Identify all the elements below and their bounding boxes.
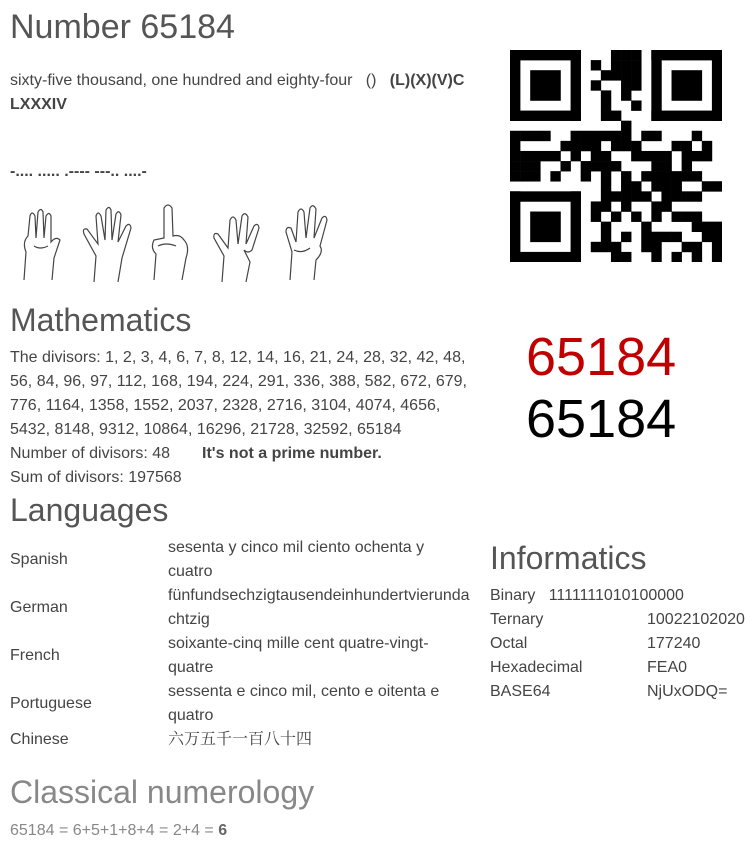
translation-line: cuatro: [168, 563, 213, 580]
informatics-label: BASE64: [490, 683, 551, 700]
translation-line: quatro: [168, 707, 214, 724]
binary-row: [490, 584, 684, 608]
language-translation: [168, 584, 478, 632]
language-translation: [168, 680, 478, 728]
hand-sign-six-icon: [14, 202, 64, 282]
number-display-black: 65184: [526, 389, 677, 449]
translation-line: chtzig: [168, 611, 210, 628]
number-display-red: 65184: [526, 327, 677, 387]
divisors-line: 776, 1164, 1358, 1552, 2037, 2328, 2716, 3104, 4074, 4656,: [10, 397, 441, 414]
informatics-label: Ternary: [490, 611, 544, 628]
language-name: Portuguese: [10, 695, 92, 712]
translation-line: 六万五千一百八十四: [168, 731, 313, 748]
number-of-divisors: Number of divisors: 48: [10, 445, 171, 462]
number-parens: (): [365, 72, 377, 89]
mathematics-heading: Mathematics: [10, 302, 192, 338]
qr-code-icon: [510, 50, 722, 262]
divisors-line: 5432, 8148, 9312, 10864, 16296, 21728, 32592, 65184: [10, 421, 402, 438]
sum-of-divisors: Sum of divisors: 197568: [10, 469, 182, 486]
binary-label: Binary: [490, 587, 536, 604]
informatics-value: NjUxODQ=: [647, 683, 728, 700]
language-name: Chinese: [10, 731, 69, 748]
numerology-heading: Classical numerology: [10, 774, 315, 810]
languages-heading: Languages: [10, 492, 169, 528]
language-translation: [168, 632, 478, 680]
morse-code: -.... ..... .---- ---.. ....-: [10, 163, 147, 180]
number-words-block: [10, 69, 480, 117]
language-name: Spanish: [10, 551, 68, 568]
roman-numeral-part1: (L)(X)(V)C: [389, 72, 465, 89]
informatics-label: Hexadecimal: [490, 659, 583, 676]
translation-line: sesenta y cinco mil ciento ochenta y: [168, 539, 425, 556]
translation-line: sessenta e cinco mil, cento e oitenta e: [168, 683, 440, 700]
hand-sign-eight-icon: [210, 204, 266, 284]
binary-value: 1111111010100000: [548, 587, 684, 604]
language-translation: [168, 728, 312, 752]
translation-line: quatre: [168, 659, 214, 676]
numerology-formula: [10, 819, 227, 843]
informatics-label: Octal: [490, 635, 528, 652]
language-translation: [168, 536, 478, 584]
page-title: Number 65184: [10, 8, 235, 46]
language-name: German: [10, 599, 68, 616]
number-words: sixty-five thousand, one hundred and eighty-four: [10, 72, 353, 89]
informatics-value: 10022102020: [647, 611, 745, 628]
numerology-result: 6: [218, 822, 228, 839]
informatics-heading: Informatics: [490, 540, 647, 576]
divisors-line: The divisors: 1, 2, 3, 4, 6, 7, 8, 12, 14, 16, 21, 24, 28, 32, 42, 48,: [10, 349, 466, 366]
informatics-value: 177240: [647, 635, 701, 652]
divisors-line: 56, 84, 96, 97, 112, 168, 194, 224, 291, 336, 388, 582, 672, 679,: [10, 373, 467, 390]
divisors-list: [10, 346, 490, 442]
language-name: French: [10, 647, 60, 664]
numerology-expression: 65184 = 6+5+1+8+4 = 2+4 =: [10, 822, 219, 839]
hand-sign-five-icon: [78, 204, 140, 284]
translation-line: soixante-cinq mille cent quatre-vingt-: [168, 635, 429, 652]
hand-sign-four-icon: [278, 202, 334, 282]
translation-line: fünfundsechzigtausendeinhundertvierunda: [168, 587, 470, 604]
sign-language-hands: [14, 200, 344, 285]
prime-status: It's not a prime number.: [202, 445, 382, 462]
informatics-value: FEA0: [647, 659, 688, 676]
roman-numeral-part2: LXXXIV: [10, 96, 67, 113]
hand-sign-one-icon: [146, 202, 196, 282]
